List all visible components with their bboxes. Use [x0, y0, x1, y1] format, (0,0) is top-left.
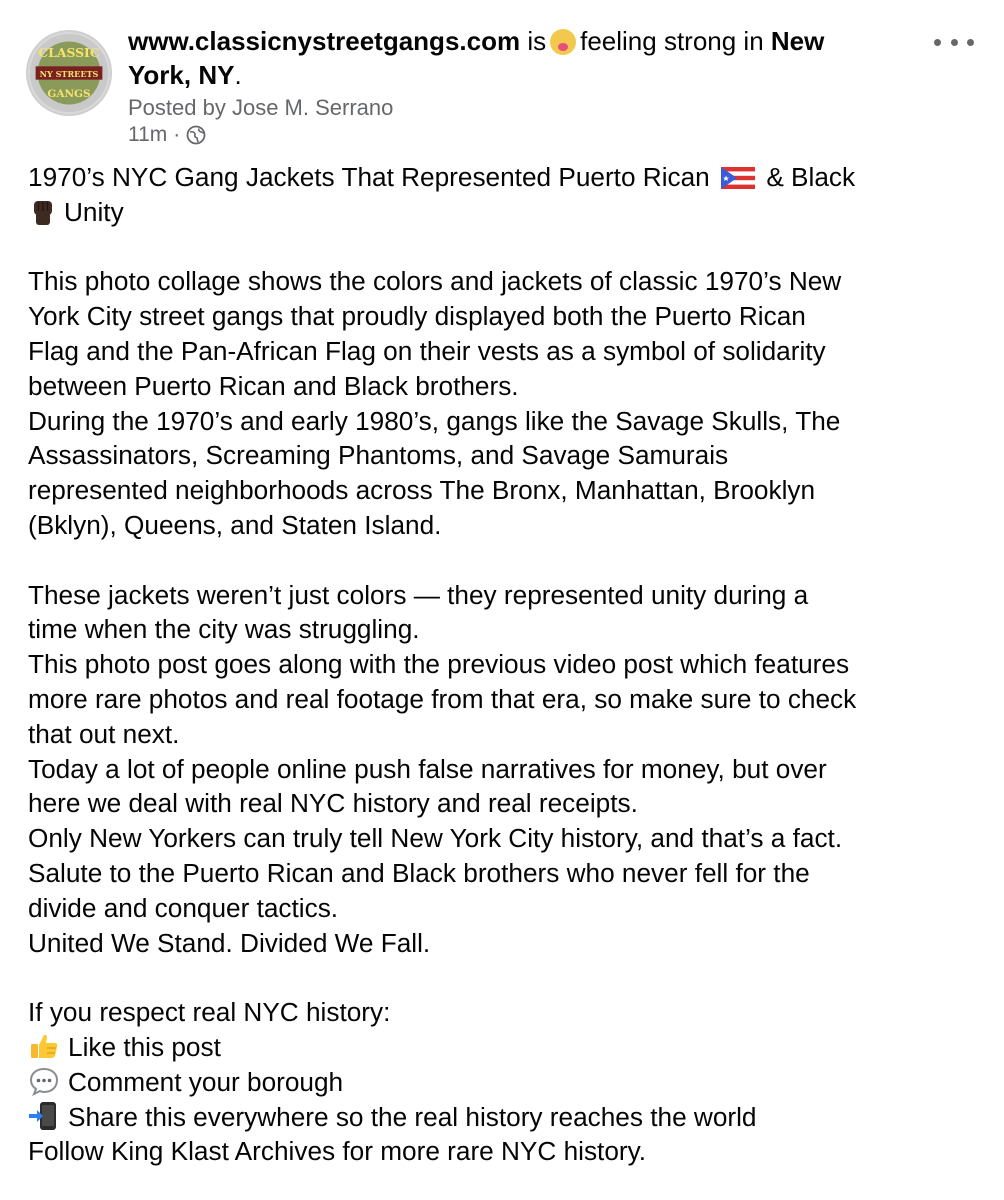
- cta-like: Like this post: [68, 1031, 221, 1062]
- feeling-emoji-icon: [550, 29, 576, 55]
- title-period: .: [234, 60, 242, 90]
- avatar-logo-image: [28, 32, 110, 114]
- location-link-line1[interactable]: New: [770, 26, 825, 56]
- cta-follow: Follow King Klast Archives for more rare NYC history.: [28, 1136, 647, 1167]
- cta-share: Share this everywhere so the real history reaches the world: [68, 1101, 757, 1132]
- page-name-link[interactable]: www.classicnystreetgangs.com: [128, 26, 521, 56]
- headline-part-c: Unity: [64, 196, 124, 227]
- is-word: is: [527, 26, 547, 56]
- cta-comment-line: [28, 1065, 983, 1100]
- mobile-arrow-icon: [28, 1100, 60, 1132]
- globe-icon: [186, 125, 206, 145]
- meta-separator: ·: [173, 123, 181, 146]
- post-body: [28, 160, 983, 1169]
- post-headline: [28, 160, 983, 230]
- paragraph-1: This photo collage shows the colors and jackets of classic 1970’s New York City street gangs that proudly displayed both the Puerto Rican Flag and the Pan-African Flag on their vests as a symbol of solidarity between Puerto Rican and Black brothers. During the 1970’s and early 1980’s, gangs like the Savage Skulls, The Assassinators, Screaming Phantoms, and Savage Samurais represented neighborhoods across The Bronx, Manhattan, Brooklyn (Bklyn), Queens, and Staten Island.: [28, 266, 842, 540]
- speech-bubble-icon: [28, 1065, 60, 1097]
- post-title-line: [128, 24, 928, 92]
- cta-comment: Comment your borough: [68, 1066, 344, 1097]
- post-avatar[interactable]: [26, 30, 112, 116]
- feeling-text: feeling strong in: [580, 26, 764, 56]
- location-link-line2[interactable]: York, NY: [128, 60, 235, 90]
- paragraph-2: These jackets weren’t just colors — they represented unity during a time when the city was struggling. This photo post goes along with the previous video post which features more rare photos and real footage from that era, so make sure to check that out next. Today a lot of people online push false narratives for money, but over here we deal with real NYC history and real receipts. Only New Yorkers can truly tell New York City history, and that’s a fact. Salute to the Puerto Rican and Black brothers who never fell for the divide and conquer tactics. United We Stand. Divided We Fall.: [28, 579, 857, 958]
- puerto-rico-flag-icon: [721, 163, 755, 185]
- more-dot: [934, 39, 941, 46]
- thumbs-up-icon: [28, 1030, 60, 1062]
- cta-share-line: [28, 1100, 983, 1135]
- posted-by-text: Posted by Jose M. Serrano: [128, 95, 394, 120]
- more-dot: [951, 39, 958, 46]
- post-time[interactable]: 11m: [128, 123, 168, 146]
- avatar-text-mid: NY STREETS: [39, 68, 99, 79]
- more-options-icon[interactable]: [934, 30, 974, 54]
- avatar-text-top: CLASSIC: [38, 44, 100, 60]
- avatar-text-bottom: GANGS: [47, 87, 91, 100]
- cta-like-line: [28, 1030, 983, 1065]
- more-dot: [967, 39, 974, 46]
- headline-part-b: & Black: [766, 162, 856, 192]
- post-meta: [128, 122, 928, 148]
- post-header: [128, 24, 928, 148]
- headline-part-a: 1970’s NYC Gang Jackets That Represented Puerto Rican: [28, 162, 710, 192]
- cta-intro: If you respect real NYC history:: [28, 997, 391, 1028]
- raised-fist-icon: [28, 197, 58, 227]
